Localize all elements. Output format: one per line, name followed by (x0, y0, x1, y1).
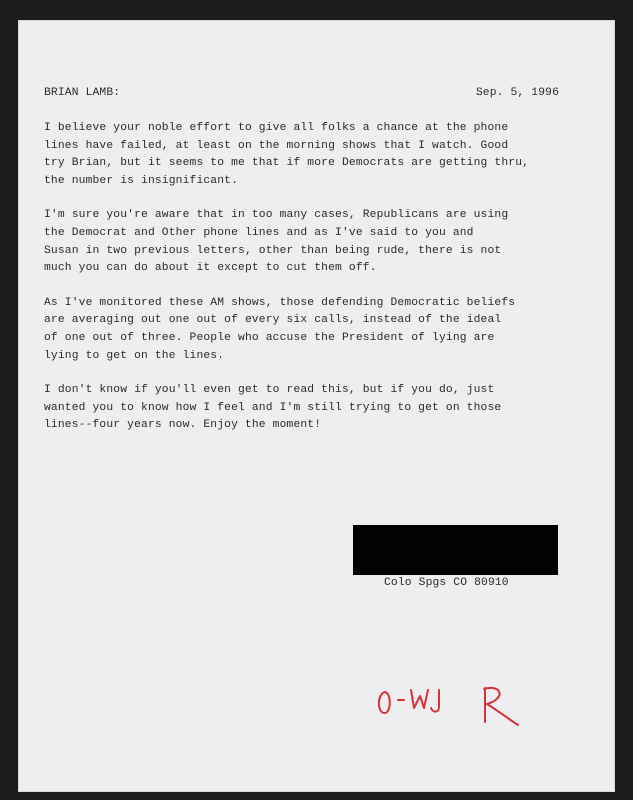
body-line: lines have failed, at least on the morning shows that I watch. Good (44, 139, 509, 152)
body-line: of one out of three. People who accuse the President of lying are (44, 331, 495, 344)
body-line: much you can do about it except to cut them off. (44, 262, 377, 275)
salutation: BRIAN LAMB: (44, 87, 121, 99)
body-line: wanted you to know how I feel and I'm still trying to get on those (44, 401, 502, 414)
sender-address: Colo Spgs CO 80910 (384, 577, 509, 589)
letter-page (18, 20, 615, 792)
paragraph-4 (44, 382, 584, 435)
body-line: As I've monitored these AM shows, those defending Democratic beliefs (44, 296, 516, 309)
body-line: I'm sure you're aware that in too many cases, Republicans are using (44, 209, 509, 222)
redaction-block (353, 525, 558, 575)
paragraph-2 (44, 207, 584, 277)
handwritten-annotation (373, 680, 533, 745)
body-line: try Brian, but it seems to me that if more Democrats are getting thru, (44, 157, 530, 170)
body-line: lying to get on the lines. (44, 349, 225, 362)
body-line: the Democrat and Other phone lines and as I've said to you and (44, 226, 474, 239)
letter-body (44, 120, 584, 452)
body-line: Susan in two previous letters, other than being rude, there is not (44, 244, 502, 257)
letter-date: Sep. 5, 1996 (475, 87, 559, 99)
paragraph-1 (44, 120, 584, 190)
body-line: lines--four years now. Enjoy the moment! (44, 419, 322, 432)
body-line: are averaging out one out of every six calls, instead of the ideal (44, 314, 502, 327)
body-line: the number is insignificant. (44, 174, 239, 187)
red-ink-strokes (379, 688, 518, 725)
body-line: I don't know if you'll even get to read this, but if you do, just (44, 384, 495, 397)
paragraph-3 (44, 295, 584, 365)
body-line: I believe your noble effort to give all folks a chance at the phone (44, 122, 509, 134)
handwritten-note-drawing (373, 680, 533, 740)
